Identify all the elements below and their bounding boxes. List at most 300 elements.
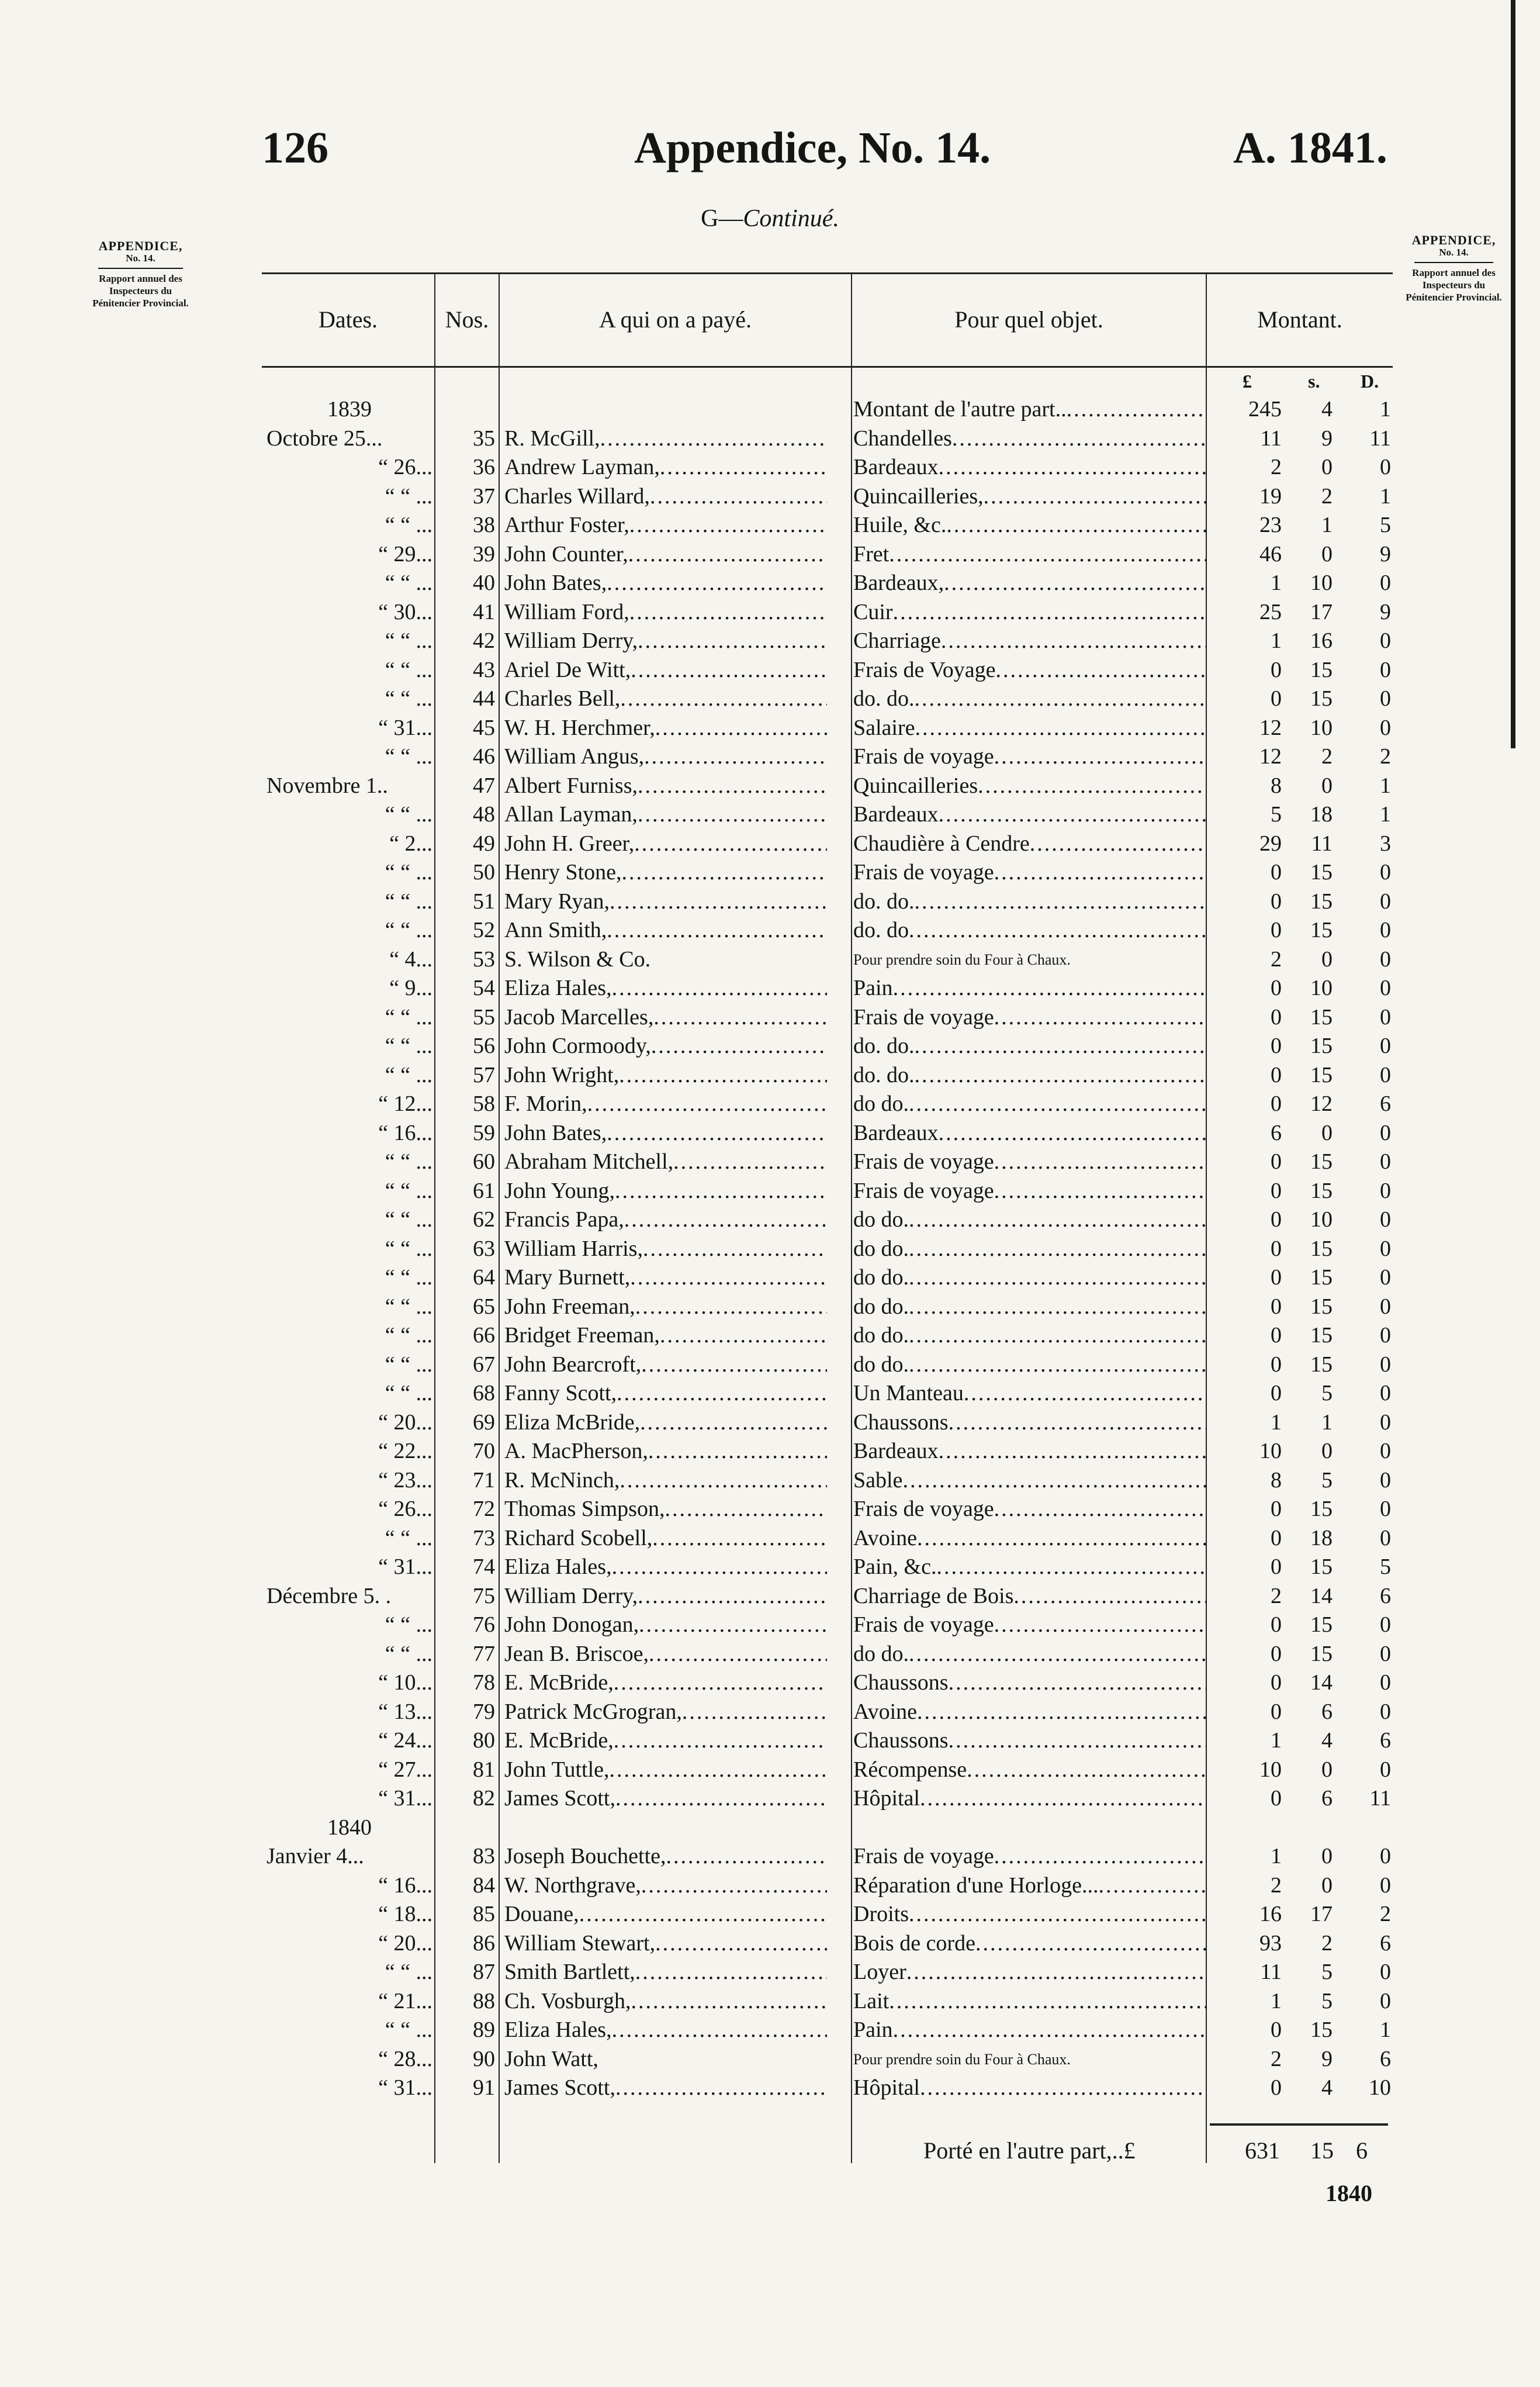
row-shillings: 10 [1310, 976, 1333, 1000]
row-purpose [853, 1900, 1207, 1929]
row-purpose-text: Avoine [853, 1699, 918, 1724]
row-purpose [853, 395, 1207, 424]
row-number: 91 [473, 2075, 495, 2100]
row-payee-text: John Cormoody, [504, 1034, 651, 1058]
row-payee [504, 1235, 827, 1264]
row-date [267, 1669, 432, 1698]
row-payee-text: Ariel De Witt, [504, 657, 631, 682]
row-pounds: 245 [1248, 397, 1282, 422]
row-pounds: 0 [1271, 1091, 1282, 1116]
row-number: 86 [473, 1930, 495, 1956]
row-shillings: 15 [1310, 1294, 1333, 1319]
row-number: 81 [473, 1757, 495, 1782]
row-pounds: 0 [1271, 2018, 1282, 2042]
row-date [267, 945, 432, 975]
row-number: 58 [473, 1091, 495, 1116]
row-payee [504, 2045, 827, 2074]
row-pence: 0 [1380, 1497, 1391, 1521]
row-payee-text: James Scott, [504, 1786, 615, 1811]
row-purpose [853, 1263, 1207, 1293]
row-purpose-text: Frais de voyage [853, 1844, 994, 1868]
row-pounds: 10 [1259, 1757, 1282, 1782]
row-purpose-text: do do. [853, 1641, 909, 1666]
leader-dots [628, 542, 827, 566]
row-payee-text: Mary Ryan, [504, 889, 610, 914]
row-number: 43 [473, 657, 495, 682]
table-row [262, 1466, 1393, 1495]
row-date-text: Décembre 5. . [267, 1583, 392, 1608]
leader-dots [889, 542, 1207, 566]
leader-dots [978, 773, 1207, 798]
row-shillings: 15 [1310, 2018, 1333, 2042]
row-pounds: 1 [1271, 571, 1282, 595]
row-pence: 0 [1380, 1439, 1391, 1463]
row-payee [504, 598, 827, 627]
row-payee [504, 714, 827, 743]
leader-dots [615, 2075, 827, 2100]
leader-dots [994, 1497, 1207, 1521]
row-pence: 0 [1380, 1178, 1391, 1203]
row-purpose-text: Frais de voyage [853, 1178, 994, 1203]
row-date [267, 1871, 432, 1901]
row-purpose-text: Bardeaux [853, 1439, 939, 1463]
table-row [262, 1003, 1393, 1032]
table-row [262, 656, 1393, 685]
row-date [267, 742, 432, 772]
row-payee-text: E. McBride, [504, 1670, 614, 1695]
table-row [262, 974, 1393, 1003]
row-date-text: “ “ ... [385, 2018, 432, 2042]
leader-dots [941, 628, 1207, 653]
row-pence: 11 [1369, 1786, 1391, 1811]
row-pounds: 0 [1271, 1381, 1282, 1405]
table-row [262, 945, 1393, 975]
leader-dots [629, 513, 827, 537]
row-shillings: 5 [1321, 1467, 1333, 1493]
row-payee [504, 1524, 827, 1553]
page-edge-shadow [1511, 0, 1515, 748]
side-note-number: No. 14. [126, 253, 155, 264]
table-row [262, 1842, 1393, 1871]
row-date-text: “ “ ... [385, 802, 432, 827]
row-pence: 1 [1380, 2018, 1391, 2042]
row-number: 36 [473, 455, 495, 479]
row-date [267, 1698, 432, 1727]
row-pounds: 19 [1259, 483, 1282, 509]
row-payee [504, 1177, 827, 1206]
row-number: 73 [473, 1525, 495, 1550]
leader-dots [909, 1265, 1207, 1290]
row-shillings: 1 [1321, 1410, 1333, 1435]
table-row [262, 1553, 1393, 1582]
row-shillings: 2 [1321, 1930, 1333, 1956]
row-date [267, 1119, 432, 1148]
row-payee-text: William Derry, [504, 1583, 638, 1608]
row-pence: 0 [1380, 1410, 1391, 1435]
column-header-nos: Nos. [445, 306, 489, 333]
row-purpose-text: do do. [853, 1265, 909, 1290]
row-date-text: “ 31... [378, 715, 432, 740]
row-purpose-text: Hôpital [853, 1786, 920, 1811]
row-pounds: 1 [1271, 1728, 1282, 1753]
row-payee [504, 742, 827, 772]
row-shillings: 9 [1321, 426, 1333, 451]
table-row [262, 598, 1393, 627]
leader-dots [587, 1091, 827, 1116]
row-number: 35 [473, 426, 495, 451]
row-shillings: 10 [1310, 715, 1333, 740]
row-purpose-text: do do. [853, 1236, 909, 1261]
row-pounds: 0 [1271, 1699, 1282, 1724]
row-purpose-text: do do. [853, 1207, 909, 1232]
row-purpose [853, 714, 1207, 743]
leader-dots [949, 1410, 1207, 1435]
leader-dots [893, 2018, 1207, 2042]
row-payee [504, 1466, 827, 1495]
row-shillings: 11 [1311, 831, 1333, 856]
side-note-text: Rapport annuel des Inspecteurs du Pénitencier Provincial. [92, 273, 189, 309]
running-title: Appendice, No. 14. [634, 123, 991, 172]
row-date-text: “ “ ... [385, 1525, 432, 1550]
row-date [267, 453, 432, 482]
row-number: 74 [473, 1555, 495, 1579]
leader-dots [622, 860, 827, 885]
row-pence: 0 [1380, 1988, 1391, 2013]
row-pence: 0 [1380, 1034, 1391, 1058]
row-number: 84 [473, 1873, 495, 1898]
row-purpose-text: Bardeaux, [853, 571, 944, 595]
table-row [262, 1756, 1393, 1785]
row-shillings: 2 [1321, 483, 1333, 509]
row-date-text: “ 16... [378, 1120, 432, 1145]
row-purpose-text: do do. [853, 1294, 909, 1319]
table-row [262, 1871, 1393, 1901]
leader-dots [655, 1931, 827, 1956]
row-date-text: “ “ ... [385, 483, 432, 509]
row-number: 75 [473, 1583, 495, 1608]
row-purpose [853, 858, 1207, 887]
leader-dots [619, 1063, 827, 1087]
header-bottom-rule [262, 366, 1393, 368]
row-date-text: “ “ ... [385, 744, 432, 769]
row-date-text: “ 28... [378, 2046, 432, 2071]
leader-dots [648, 1439, 827, 1463]
row-pence: 0 [1380, 657, 1391, 682]
leader-dots [607, 571, 827, 595]
table-row [262, 1205, 1393, 1235]
row-purpose [853, 800, 1207, 830]
row-purpose-text: Quincailleries [853, 773, 978, 798]
row-pence: 0 [1380, 976, 1391, 1000]
leader-dots [579, 1902, 827, 1926]
row-payee-text: John Bearcroft, [504, 1352, 642, 1377]
row-pence: 0 [1380, 1670, 1391, 1695]
leader-dots [939, 455, 1207, 479]
table-row [262, 511, 1393, 540]
row-pence: 0 [1380, 1757, 1391, 1782]
row-shillings: 0 [1321, 946, 1333, 972]
row-pence: 0 [1380, 1873, 1391, 1898]
row-shillings: 0 [1321, 1757, 1333, 1782]
row-payee-text: Jean B. Briscoe, [504, 1641, 649, 1666]
carried-total [0, 2137, 1540, 2172]
row-date-text: Octobre 25... [267, 426, 383, 451]
leader-dots [650, 484, 827, 509]
leader-dots [638, 1584, 827, 1608]
row-payee [504, 1437, 827, 1466]
row-date [267, 1061, 432, 1090]
row-date [267, 511, 432, 540]
row-purpose [853, 1119, 1207, 1148]
row-purpose [853, 569, 1207, 598]
row-pounds: 0 [1271, 1786, 1282, 1811]
row-payee [504, 1350, 827, 1380]
row-payee-text: Francis Papa, [504, 1207, 624, 1232]
unit-pounds: £ [1243, 371, 1252, 392]
row-pounds: 0 [1271, 1004, 1282, 1030]
row-number: 53 [473, 946, 495, 972]
table-row [262, 887, 1393, 917]
row-payee-text: Thomas Simpson, [504, 1497, 665, 1521]
row-number: 50 [473, 860, 495, 885]
row-date-text: “ “ ... [385, 1294, 432, 1319]
row-pounds: 5 [1271, 802, 1282, 827]
row-date [267, 1408, 432, 1438]
row-shillings: 15 [1310, 1265, 1333, 1290]
row-number: 89 [473, 2018, 495, 2042]
row-pence: 0 [1380, 918, 1391, 942]
row-shillings: 15 [1310, 1612, 1333, 1637]
table-row [262, 1090, 1393, 1119]
leader-dots [909, 1207, 1207, 1232]
row-number: 56 [473, 1034, 495, 1058]
table-row [262, 1524, 1393, 1553]
table-row [262, 772, 1393, 801]
leader-dots [915, 1063, 1207, 1087]
row-date [267, 1148, 432, 1177]
leader-dots [952, 426, 1207, 451]
row-pence: 10 [1369, 2075, 1391, 2100]
row-shillings: 5 [1321, 1381, 1333, 1405]
row-payee-text: John H. Greer, [504, 831, 635, 856]
row-date-text: “ “ ... [385, 1641, 432, 1666]
leader-dots [629, 600, 827, 624]
row-payee-text: E. McBride, [504, 1728, 614, 1753]
leader-dots [607, 918, 827, 942]
row-purpose [853, 2045, 1207, 2074]
leader-dots [600, 426, 827, 451]
row-number: 55 [473, 1004, 495, 1030]
row-date [267, 1813, 432, 1843]
leader-dots [641, 1873, 827, 1898]
leader-dots [615, 1786, 827, 1811]
row-number: 38 [473, 513, 495, 537]
leader-dots [635, 1294, 827, 1319]
row-pence: 0 [1380, 1062, 1391, 1087]
row-pounds: 2 [1271, 1873, 1282, 1898]
row-date-text: “ 30... [378, 599, 432, 624]
row-pence: 0 [1380, 1323, 1391, 1348]
row-shillings: 4 [1321, 397, 1333, 422]
row-payee [504, 1553, 827, 1582]
row-pounds: 0 [1271, 1641, 1282, 1666]
row-pence: 0 [1380, 571, 1391, 595]
table-row [262, 1235, 1393, 1264]
row-date [267, 1032, 432, 1061]
leader-dots [909, 1902, 1207, 1926]
row-payee-text: Richard Scobell, [504, 1525, 653, 1550]
leader-dots [673, 1149, 827, 1174]
row-purpose-text: Charriage [853, 628, 941, 653]
row-date [267, 1437, 432, 1466]
row-pence: 2 [1380, 1902, 1391, 1926]
row-pounds: 0 [1271, 2075, 1282, 2100]
table-row [262, 685, 1393, 714]
row-date [267, 916, 432, 945]
leader-dots [1030, 831, 1207, 856]
row-date [267, 685, 432, 714]
row-date-text: Novembre 1.. [267, 773, 388, 798]
row-payee-text: Bridget Freeman, [504, 1323, 660, 1348]
row-payee-text: R. McGill, [504, 426, 600, 451]
row-payee-text: Fanny Scott, [504, 1381, 617, 1405]
row-purpose-text: Pain [853, 2018, 893, 2042]
row-date-text: “ “ ... [385, 657, 432, 682]
row-pounds: 0 [1271, 1525, 1282, 1550]
row-shillings: 15 [1310, 686, 1333, 711]
row-number: 68 [473, 1381, 495, 1405]
row-number: 40 [473, 571, 495, 595]
table-row [262, 1148, 1393, 1177]
row-pence: 6 [1380, 1728, 1391, 1753]
row-number: 51 [473, 889, 495, 914]
row-purpose [853, 1553, 1207, 1582]
row-date [267, 1003, 432, 1032]
row-shillings: 15 [1310, 1062, 1333, 1087]
row-purpose [853, 1726, 1207, 1756]
row-pounds: 1 [1271, 1988, 1282, 2013]
row-purpose [853, 627, 1207, 656]
leader-dots [612, 1555, 827, 1579]
row-number: 61 [473, 1178, 495, 1203]
row-number: 70 [473, 1439, 495, 1463]
leader-dots [660, 455, 827, 479]
row-pounds: 25 [1259, 599, 1282, 624]
row-pence: 1 [1380, 483, 1391, 509]
row-payee [504, 1148, 827, 1177]
row-pounds: 0 [1271, 1178, 1282, 1203]
table-row [262, 482, 1393, 512]
row-date [267, 772, 432, 801]
row-payee-text: W. Northgrave, [504, 1873, 641, 1898]
row-date [267, 2045, 432, 2074]
row-date-text: “ “ ... [385, 628, 432, 653]
row-payee-text: John Tuttle, [504, 1757, 610, 1782]
row-purpose-text: Huile, &c. [853, 513, 947, 537]
leader-dots [893, 600, 1207, 624]
row-date-text: “ “ ... [385, 1381, 432, 1405]
table-row [262, 742, 1393, 772]
row-payee [504, 1698, 827, 1727]
table-row [262, 830, 1393, 859]
row-payee [504, 1958, 827, 1987]
table-row [262, 1784, 1393, 1813]
row-date [267, 1321, 432, 1350]
table-row [262, 569, 1393, 598]
row-pence: 0 [1380, 1960, 1391, 1984]
row-shillings: 15 [1310, 1641, 1333, 1666]
row-number: 47 [473, 773, 495, 798]
row-payee [504, 1379, 827, 1408]
row-purpose [853, 1350, 1207, 1380]
table-row [262, 1032, 1393, 1061]
row-payee-text: Patrick McGrogran, [504, 1699, 682, 1724]
row-shillings: 15 [1310, 1034, 1333, 1058]
row-pence: 1 [1380, 773, 1391, 798]
table-row [262, 1379, 1393, 1408]
row-date [267, 1495, 432, 1524]
row-pounds: 0 [1271, 1352, 1282, 1377]
row-shillings: 2 [1321, 744, 1333, 769]
row-purpose-text: Bardeaux [853, 1120, 939, 1145]
row-shillings: 0 [1321, 455, 1333, 479]
row-purpose-text: Frais de voyage [853, 1004, 994, 1030]
payments-table [262, 272, 1393, 2163]
row-number: 69 [473, 1410, 495, 1435]
leader-dots [639, 1612, 827, 1637]
table-row [262, 800, 1393, 830]
row-date [267, 1379, 432, 1408]
row-purpose-text: do. do. [853, 889, 915, 914]
row-shillings: 15 [1310, 1236, 1333, 1261]
row-payee-text: John Wright, [504, 1062, 620, 1087]
row-date [267, 1205, 432, 1235]
row-pounds: 11 [1260, 1960, 1282, 1984]
leader-dots [915, 1034, 1207, 1058]
leader-dots [641, 1352, 827, 1377]
row-date [267, 1611, 432, 1640]
row-date [267, 1524, 432, 1553]
row-pounds: 0 [1271, 1612, 1282, 1637]
unit-shillings: s. [1308, 371, 1320, 392]
row-date [267, 1466, 432, 1495]
row-payee-text: Smith Bartlett, [504, 1960, 635, 1984]
row-date [267, 1784, 432, 1813]
row-purpose-text: Montant de l'autre part.. [853, 397, 1067, 422]
row-purpose-text: Bardeaux [853, 455, 939, 479]
row-payee-text: F. Morin, [504, 1091, 587, 1116]
row-pounds: 16 [1259, 1902, 1282, 1926]
row-pence: 0 [1380, 1641, 1391, 1666]
row-pounds: 0 [1271, 1207, 1282, 1232]
row-date-text: “ “ ... [385, 1265, 432, 1290]
row-date-text: “ “ ... [385, 1236, 432, 1261]
row-number: 59 [473, 1120, 495, 1145]
table-row [262, 1263, 1393, 1293]
row-pence: 0 [1380, 1352, 1391, 1377]
row-date-text: “ 13... [378, 1699, 432, 1724]
side-note-rule [1414, 262, 1493, 263]
row-pounds: 29 [1259, 831, 1282, 856]
leader-dots [649, 1642, 827, 1666]
row-shillings: 6 [1321, 1786, 1333, 1811]
row-shillings: 0 [1321, 1844, 1333, 1868]
row-date-text: “ 18... [378, 1902, 432, 1926]
row-purpose [853, 1205, 1207, 1235]
row-shillings: 5 [1321, 1960, 1333, 1984]
row-purpose-text: Chaussons [853, 1728, 949, 1753]
row-shillings: 15 [1310, 1004, 1333, 1030]
